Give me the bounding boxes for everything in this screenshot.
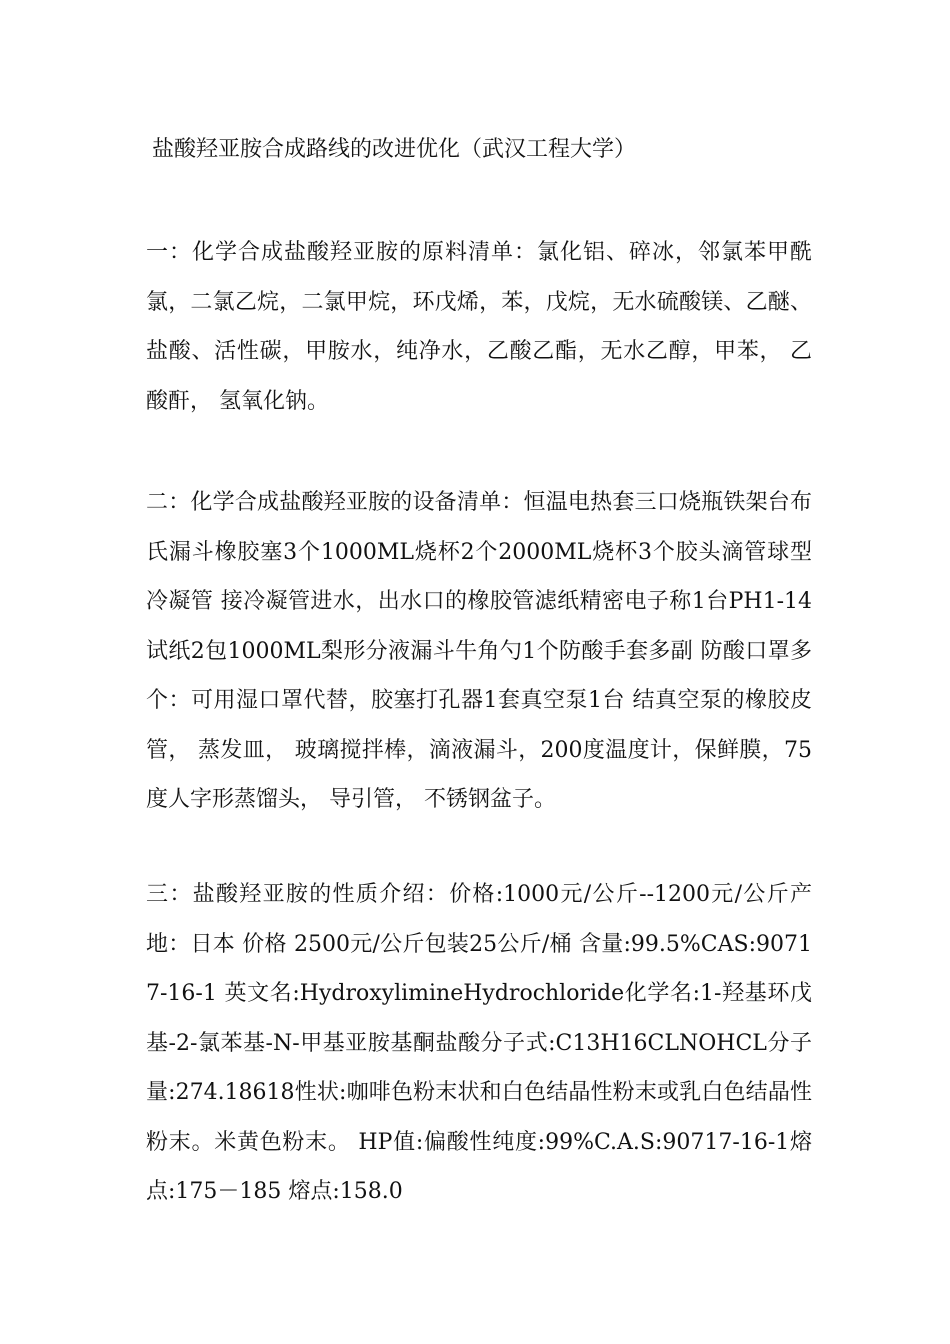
paragraph-properties: 三：盐酸羟亚胺的性质介绍：价格:1000元/公斤--1200元/公斤产地：日本 价格 2500元/公斤包装25公斤/桶 含量:99.5%CAS:90717-16-1 英文名:HydroxylimineHydrochloride化学名:1-羟基环戊基-2-氯苯基-N-甲基亚胺基酮盐酸分子式:C13H16CLNOHCL分子量:274.18618性状:咖啡色粉末状和白色结晶性粉末或乳白色结晶性粉末。米黄色粉末。 HP值:偏酸性纯度:99%C.A.S:90717-16-1熔点:175－185 熔点:158.0 — [146, 882, 812, 1204]
document-title: 盐酸羟亚胺合成路线的改进优化（武汉工程大学） — [152, 137, 637, 162]
paragraph-equipment: 二：化学合成盐酸羟亚胺的设备清单：恒温电热套三口烧瓶铁架台布氏漏斗橡胶塞3个1000ML烧杯2个2000ML烧杯3个胶头滴管球型冷凝管 接冷凝管进水，出水口的橡胶管滤纸精密电子称1台PH1-14试纸2包1000ML梨形分液漏斗牛角勺1个防酸手套多副 防酸口罩多个：可用湿口罩代替，胶塞打孔器1套真空泵1台 结真空泵的橡胶皮管， 蒸发皿， 玻璃搅拌棒，滴液漏斗，200度温度计，保鲜膜，75度人字形蒸馏头， 导引管， 不锈钢盆子。 — [146, 490, 812, 812]
paragraph-raw-materials: 一：化学合成盐酸羟亚胺的原料清单：氯化铝、碎冰，邻氯苯甲酰氯，二氯乙烷，二氯甲烷，环戊烯，苯，戊烷，无水硫酸镁、乙醚、盐酸、活性碳，甲胺水，纯净水，乙酸乙酯，无水乙醇，甲苯， 乙酸酐， 氢氧化钠。 — [146, 240, 812, 414]
